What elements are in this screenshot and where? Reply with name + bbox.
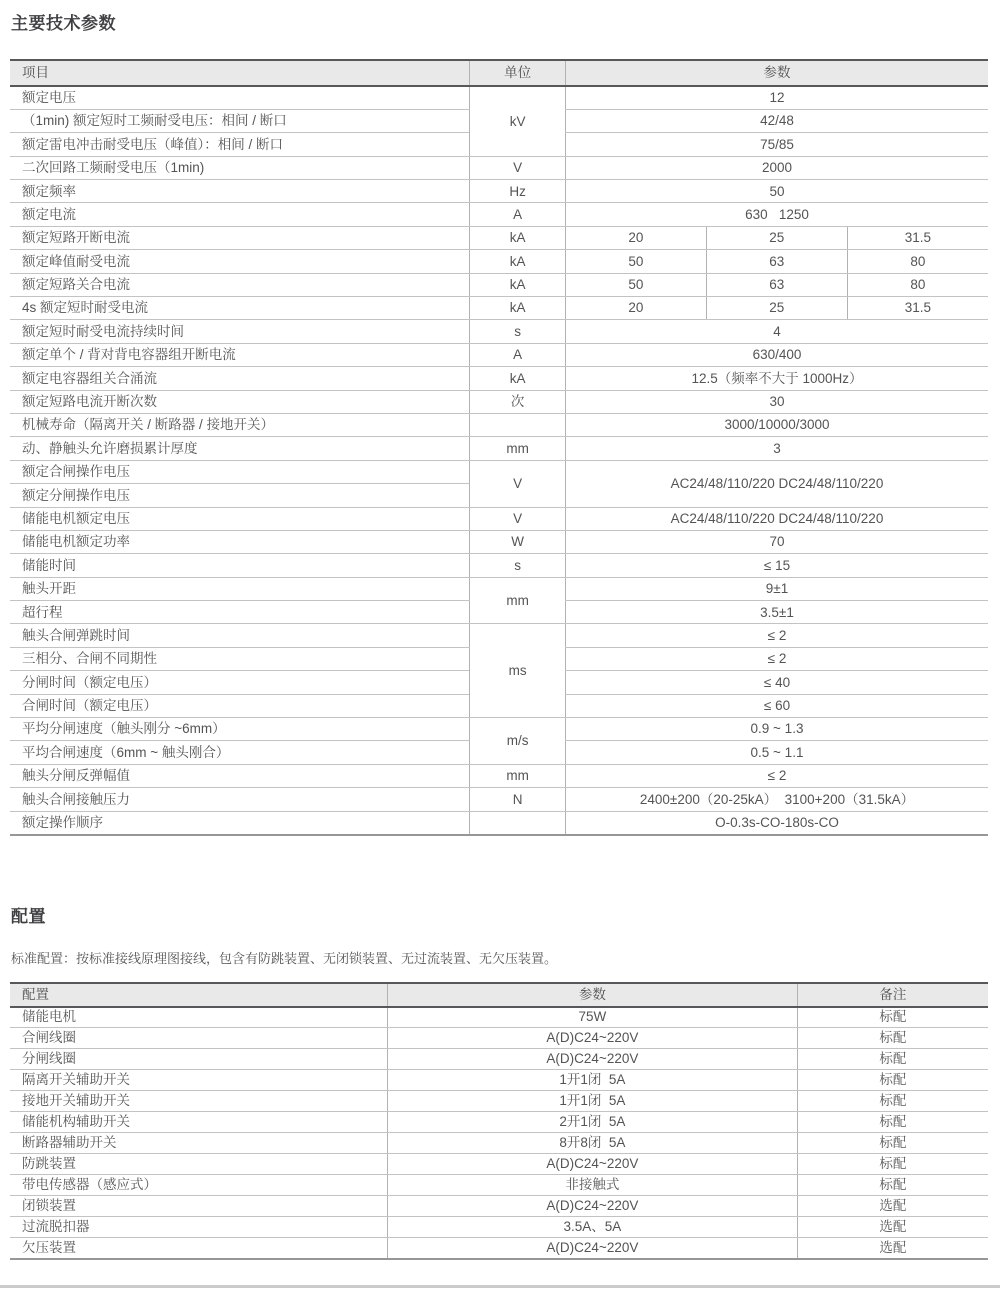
bottom-divider <box>0 1285 1000 1288</box>
table-row <box>10 554 988 577</box>
cell-item: 额定分闸操作电压 <box>10 484 470 507</box>
cell-param: ≤ 15 <box>566 554 989 577</box>
table-row <box>10 250 988 273</box>
cell-unit: kA <box>470 297 566 320</box>
cell-item: 分闸线圈 <box>10 1049 388 1070</box>
cell-param: ≤ 60 <box>566 694 989 717</box>
cell-unit: N <box>470 788 566 811</box>
cell-param: 0.5 ~ 1.1 <box>566 741 989 764</box>
cell-note-col: 标配 <box>797 1070 988 1091</box>
cell-item: 额定短路开断电流 <box>10 226 470 249</box>
cell-item: 额定合闸操作电压 <box>10 460 470 483</box>
table-row <box>10 460 988 483</box>
cell-item: 合闸线圈 <box>10 1028 388 1049</box>
table-row <box>10 1070 988 1091</box>
cell-param: 80 <box>847 250 988 273</box>
column-header-unit: 单位 <box>470 60 566 86</box>
table-row <box>10 1133 988 1154</box>
column-header-item: 项目 <box>10 60 470 86</box>
main-params-title: 主要技术参数 <box>11 14 116 33</box>
table-row <box>10 577 988 600</box>
table-row <box>10 764 988 787</box>
table-row <box>10 1154 988 1175</box>
table-row <box>10 1217 988 1238</box>
table-row <box>10 390 988 413</box>
cell-item: 平均分闸速度（触头刚分 ~6mm） <box>10 718 470 741</box>
cell-param: 30 <box>566 390 989 413</box>
cell-item: 三相分、合闸不同期性 <box>10 647 470 670</box>
table-row <box>10 156 988 179</box>
cell-param: 9±1 <box>566 577 989 600</box>
cell-param: 25 <box>706 297 847 320</box>
cell-param: 4 <box>566 320 989 343</box>
cell-param: 31.5 <box>847 297 988 320</box>
cell-note-col: 标配 <box>797 1028 988 1049</box>
cell-item: 储能电机 <box>10 1007 388 1028</box>
cell-note-col: 标配 <box>797 1007 988 1028</box>
cell-unit: V <box>470 460 566 507</box>
cell-param: AC24/48/110/220 DC24/48/110/220 <box>566 507 989 530</box>
cell-item: 触头开距 <box>10 577 470 600</box>
cell-param: A(D)C24~220V <box>388 1154 798 1175</box>
cell-unit: mm <box>470 764 566 787</box>
config-note: 标准配置：按标准接线原理图接线，包含有防跳装置、无闭锁装置、无过流装置、无欠压装置。 <box>11 950 558 966</box>
tech-params-table <box>10 59 988 836</box>
cell-param: 12 <box>566 86 989 109</box>
cell-param: 63 <box>706 273 847 296</box>
cell-item: 储能机构辅助开关 <box>10 1112 388 1133</box>
cell-param: ≤ 40 <box>566 671 989 694</box>
cell-param: 63 <box>706 250 847 273</box>
cell-unit: V <box>470 507 566 530</box>
cell-unit: Hz <box>470 180 566 203</box>
cell-param: A(D)C24~220V <box>388 1028 798 1049</box>
table-row <box>10 811 988 834</box>
table-row <box>10 180 988 203</box>
table-row <box>10 343 988 366</box>
column-header-param: 参数 <box>388 983 798 1007</box>
cell-param: 50 <box>566 180 989 203</box>
cell-item: 超行程 <box>10 601 470 624</box>
cell-item: 额定短路关合电流 <box>10 273 470 296</box>
cell-item: 带电传感器（感应式） <box>10 1175 388 1196</box>
cell-item: 触头合闸弹跳时间 <box>10 624 470 647</box>
cell-item: 储能电机额定功率 <box>10 530 470 553</box>
header-row <box>10 60 988 86</box>
cell-param: 80 <box>847 273 988 296</box>
cell-param: 25 <box>706 226 847 249</box>
cell-param: 70 <box>566 530 989 553</box>
cell-item: 平均合闸速度（6mm ~ 触头刚合） <box>10 741 470 764</box>
cell-item: 额定频率 <box>10 180 470 203</box>
cell-item: 机械寿命（隔离开关 / 断路器 / 接地开关） <box>10 413 470 436</box>
cell-param: 20 <box>566 226 707 249</box>
cell-item: 额定操作顺序 <box>10 811 470 834</box>
cell-param: 2开1闭 5A <box>388 1112 798 1133</box>
config-title: 配置 <box>11 906 46 926</box>
column-header-item: 配置 <box>10 983 388 1007</box>
cell-unit: A <box>470 203 566 226</box>
cell-item: （1min) 额定短时工频耐受电压：相间 / 断口 <box>10 109 470 132</box>
cell-item: 欠压装置 <box>10 1238 388 1259</box>
cell-unit: W <box>470 530 566 553</box>
cell-note-col: 标配 <box>797 1091 988 1112</box>
cell-item: 动、静触头允许磨损累计厚度 <box>10 437 470 460</box>
table-row <box>10 1091 988 1112</box>
cell-param: 2000 <box>566 156 989 179</box>
table-row <box>10 320 988 343</box>
cell-item: 防跳装置 <box>10 1154 388 1175</box>
table-row <box>10 1175 988 1196</box>
cell-note-col: 标配 <box>797 1133 988 1154</box>
cell-param: 12.5（频率不大于 1000Hz） <box>566 367 989 390</box>
table-row <box>10 1007 988 1028</box>
cell-item: 额定峰值耐受电流 <box>10 250 470 273</box>
cell-unit: 次 <box>470 390 566 413</box>
cell-note-col: 选配 <box>797 1238 988 1259</box>
table-row <box>10 507 988 530</box>
table-row <box>10 297 988 320</box>
cell-unit: ms <box>470 624 566 718</box>
cell-param: 20 <box>566 297 707 320</box>
cell-note-col: 标配 <box>797 1112 988 1133</box>
column-header-param: 参数 <box>566 60 989 86</box>
cell-param: 1开1闭 5A <box>388 1070 798 1091</box>
cell-param: O-0.3s-CO-180s-CO <box>566 811 989 834</box>
cell-note-col: 标配 <box>797 1175 988 1196</box>
cell-item: 接地开关辅助开关 <box>10 1091 388 1112</box>
cell-item: 额定短时耐受电流持续时间 <box>10 320 470 343</box>
table-row <box>10 1049 988 1070</box>
table-row <box>10 1238 988 1259</box>
cell-param: 630/400 <box>566 343 989 366</box>
cell-item: 隔离开关辅助开关 <box>10 1070 388 1091</box>
cell-item: 触头分闸反弹幅值 <box>10 764 470 787</box>
table-row <box>10 1112 988 1133</box>
cell-item: 触头合闸接触压力 <box>10 788 470 811</box>
cell-param: 3000/10000/3000 <box>566 413 989 436</box>
table-row <box>10 530 988 553</box>
cell-param: ≤ 2 <box>566 764 989 787</box>
cell-param: 50 <box>566 250 707 273</box>
cell-param: A(D)C24~220V <box>388 1196 798 1217</box>
cell-unit: mm <box>470 577 566 624</box>
table-row <box>10 1196 988 1217</box>
cell-param: A(D)C24~220V <box>388 1238 798 1259</box>
cell-item: 储能时间 <box>10 554 470 577</box>
cell-unit: kV <box>470 86 566 156</box>
cell-param: 42/48 <box>566 109 989 132</box>
table-row <box>10 437 988 460</box>
table-row <box>10 203 988 226</box>
table-row <box>10 788 988 811</box>
cell-note-col: 选配 <box>797 1217 988 1238</box>
cell-item: 额定单个 / 背对背电容器组开断电流 <box>10 343 470 366</box>
cell-param: 2400±200（20-25kA） 3100+200（31.5kA） <box>566 788 989 811</box>
cell-unit: m/s <box>470 718 566 765</box>
cell-unit: kA <box>470 273 566 296</box>
table-row <box>10 413 988 436</box>
cell-param: 3.5A、5A <box>388 1217 798 1238</box>
table-row <box>10 1028 988 1049</box>
cell-param: 50 <box>566 273 707 296</box>
cell-item: 断路器辅助开关 <box>10 1133 388 1154</box>
cell-unit: mm <box>470 437 566 460</box>
cell-item: 合闸时间（额定电压） <box>10 694 470 717</box>
table-row <box>10 718 988 741</box>
cell-note-col: 选配 <box>797 1196 988 1217</box>
table-row <box>10 624 988 647</box>
cell-item: 额定电容器组关合涌流 <box>10 367 470 390</box>
table-row <box>10 367 988 390</box>
cell-param: ≤ 2 <box>566 624 989 647</box>
cell-unit: s <box>470 554 566 577</box>
cell-note-col: 标配 <box>797 1154 988 1175</box>
cell-param: 31.5 <box>847 226 988 249</box>
cell-param: 非接触式 <box>388 1175 798 1196</box>
cell-unit: kA <box>470 226 566 249</box>
cell-unit: kA <box>470 367 566 390</box>
cell-param: 75W <box>388 1007 798 1028</box>
cell-param: 75/85 <box>566 133 989 156</box>
cell-item: 过流脱扣器 <box>10 1217 388 1238</box>
cell-item: 额定电压 <box>10 86 470 109</box>
cell-param: 3 <box>566 437 989 460</box>
cell-unit: s <box>470 320 566 343</box>
table-row <box>10 273 988 296</box>
cell-unit: V <box>470 156 566 179</box>
cell-param: A(D)C24~220V <box>388 1049 798 1070</box>
cell-param: AC24/48/110/220 DC24/48/110/220 <box>566 460 989 507</box>
cell-item: 储能电机额定电压 <box>10 507 470 530</box>
cell-param: 3.5±1 <box>566 601 989 624</box>
cell-unit <box>470 811 566 834</box>
cell-item: 额定电流 <box>10 203 470 226</box>
cell-unit <box>470 413 566 436</box>
config-table <box>10 982 988 1260</box>
cell-unit: A <box>470 343 566 366</box>
cell-item: 分闸时间（额定电压） <box>10 671 470 694</box>
cell-param: 630 1250 <box>566 203 989 226</box>
cell-param: 1开1闭 5A <box>388 1091 798 1112</box>
header-row <box>10 983 988 1007</box>
cell-param: 0.9 ~ 1.3 <box>566 718 989 741</box>
table-row <box>10 86 988 109</box>
cell-item: 额定雷电冲击耐受电压（峰值）：相间 / 断口 <box>10 133 470 156</box>
cell-item: 4s 额定短时耐受电流 <box>10 297 470 320</box>
cell-param: ≤ 2 <box>566 647 989 670</box>
cell-item: 二次回路工频耐受电压（1min) <box>10 156 470 179</box>
cell-item: 额定短路电流开断次数 <box>10 390 470 413</box>
table-row <box>10 226 988 249</box>
cell-unit: kA <box>470 250 566 273</box>
cell-note-col: 标配 <box>797 1049 988 1070</box>
cell-param: 8开8闭 5A <box>388 1133 798 1154</box>
column-header-note-col: 备注 <box>797 983 988 1007</box>
cell-item: 闭锁装置 <box>10 1196 388 1217</box>
